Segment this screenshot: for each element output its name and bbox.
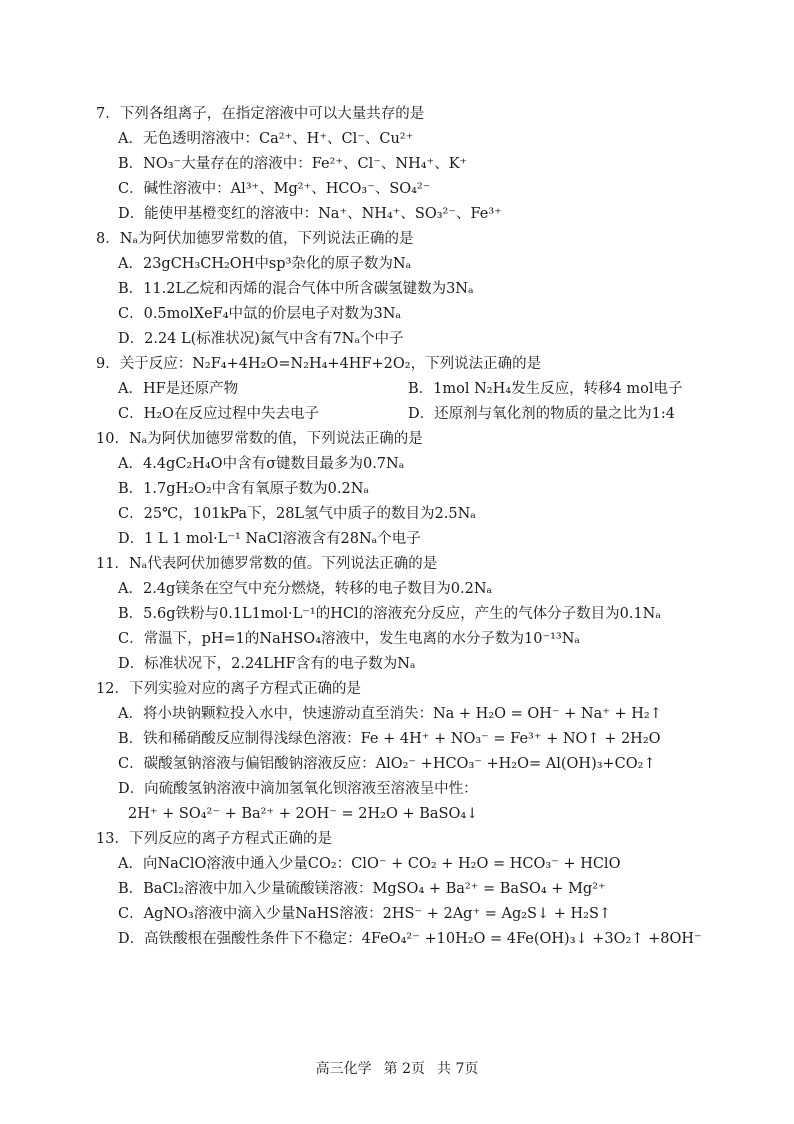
question-7-option-d: D．能使甲基橙变红的溶液中：Na⁺、NH₄⁺、SO₃²⁻、Fe³⁺ bbox=[118, 206, 502, 222]
question-9-option-c: C．H₂O在反应过程中失去电子 bbox=[118, 406, 319, 422]
question-12-option-c: C．碳酸氢钠溶液与偏铝酸钠溶液反应：AlO₂⁻ +HCO₃⁻ +H₂O= Al(OH)₃+CO₂↑ bbox=[118, 756, 656, 772]
question-11-option-c: C．常温下，pH=1的NaHSO₄溶液中，发生电离的水分子数为10⁻¹³Nₐ bbox=[118, 631, 581, 647]
question-8-option-d: D．2.24 L(标准状况)氮气中含有7Nₐ个中子 bbox=[118, 331, 404, 347]
question-13-stem: 13．下列反应的离子方程式正确的是 bbox=[96, 831, 332, 847]
question-12-option-a: A．将小块钠颗粒投入水中，快速游动直至消失：Na + H₂O = OH⁻ + Na⁺ + H₂↑ bbox=[118, 706, 662, 722]
question-8-stem: 8．Nₐ为阿伏加德罗常数的值，下列说法正确的是 bbox=[96, 231, 414, 247]
question-8-option-b: B．11.2L乙烷和丙烯的混合气体中所含碳氢键数为3Nₐ bbox=[118, 281, 474, 297]
question-7-option-a: A．无色透明溶液中：Ca²⁺、H⁺、Cl⁻、Cu²⁺ bbox=[118, 131, 414, 147]
question-11-stem: 11．Nₐ代表阿伏加德罗常数的值。下列说法正确的是 bbox=[96, 556, 438, 572]
question-13-option-c: C．AgNO₃溶液中滴入少量NaHS溶液：2HS⁻ + 2Ag⁺ = Ag₂S↓ + H₂S↑ bbox=[118, 906, 612, 922]
question-7-stem: 7．下列各组离子，在指定溶液中可以大量共存的是 bbox=[96, 106, 425, 122]
question-10-option-c: C．25℃，101kPa下，28L氢气中质子的数目为2.5Nₐ bbox=[118, 506, 476, 522]
question-10-option-b: B．1.7gH₂O₂中含有氧原子数为0.2Nₐ bbox=[118, 481, 369, 497]
question-10-option-d: D．1 L 1 mol·L⁻¹ NaCl溶液含有28Nₐ个电子 bbox=[118, 531, 421, 547]
question-9-option-a: A．HF是还原产物 bbox=[118, 381, 239, 397]
question-13-option-a: A．向NaClO溶液中通入少量CO₂：ClO⁻ + CO₂ + H₂O = HCO₃⁻ + HClO bbox=[118, 856, 621, 872]
question-list bbox=[96, 102, 736, 952]
footer-page-number: 第 2页 bbox=[383, 1061, 425, 1077]
question-9-option-b: B．1mol N₂H₄发生反应，转移4 mol电子 bbox=[408, 381, 683, 397]
question-13-option-d: D．高铁酸根在强酸性条件下不稳定：4FeO₄²⁻ +10H₂O = 4Fe(OH)₃↓ +3O₂↑ +8OH⁻ bbox=[118, 931, 702, 947]
footer-subject: 高三化学 bbox=[315, 1061, 372, 1077]
question-7-option-c: C．碱性溶液中：Al³⁺、Mg²⁺、HCO₃⁻、SO₄²⁻ bbox=[118, 181, 431, 197]
question-11-option-d: D．标准状况下，2.24LHF含有的电子数为Nₐ bbox=[118, 656, 416, 672]
question-9-options-row-1 bbox=[96, 377, 736, 402]
footer-total-pages: 共 7页 bbox=[437, 1061, 479, 1077]
question-8-option-a: A．23gCH₃CH₂OH中sp³杂化的原子数为Nₐ bbox=[118, 256, 412, 272]
question-12-option-d: D．向硫酸氢钠溶液中滴加氢氧化钡溶液至溶液呈中性： bbox=[118, 781, 478, 797]
question-8-option-c: C．0.5molXeF₄中氙的价层电子对数为3Nₐ bbox=[118, 306, 402, 322]
question-9-stem: 9．关于反应：N₂F₄+4H₂O=N₂H₄+4HF+2O₂，下列说法正确的是 bbox=[96, 356, 542, 372]
question-12-stem: 12．下列实验对应的离子方程式正确的是 bbox=[96, 681, 361, 697]
question-9-options-row-2 bbox=[96, 402, 736, 427]
page-footer bbox=[0, 1058, 794, 1078]
question-10-stem: 10．Nₐ为阿伏加德罗常数的值，下列说法正确的是 bbox=[96, 431, 423, 447]
question-11-option-b: B．5.6g铁粉与0.1L1mol·L⁻¹的HCl的溶液充分反应，产生的气体分子数目为0.1Nₐ bbox=[118, 606, 661, 622]
question-12-option-d-formula: 2H⁺ + SO₄²⁻ + Ba²⁺ + 2OH⁻ = 2H₂O + BaSO₄↓ bbox=[128, 806, 479, 822]
question-10-option-a: A．4.4gC₂H₄O中含有σ键数目最多为0.7Nₐ bbox=[118, 456, 405, 472]
question-9-option-d: D．还原剂与氧化剂的物质的量之比为1:4 bbox=[408, 406, 675, 422]
question-13-option-b: B．BaCl₂溶液中加入少量硫酸镁溶液：MgSO₄ + Ba²⁺ = BaSO₄ + Mg²⁺ bbox=[118, 881, 606, 897]
question-12-option-b: B．铁和稀硝酸反应制得浅绿色溶液：Fe + 4H⁺ + NO₃⁻ = Fe³⁺ + NO↑ + 2H₂O bbox=[118, 731, 661, 747]
question-11-option-a: A．2.4g镁条在空气中充分燃烧，转移的电子数目为0.2Nₐ bbox=[118, 581, 493, 597]
question-7-option-b: B．NO₃⁻大量存在的溶液中：Fe²⁺、Cl⁻、NH₄⁺、K⁺ bbox=[118, 156, 468, 172]
